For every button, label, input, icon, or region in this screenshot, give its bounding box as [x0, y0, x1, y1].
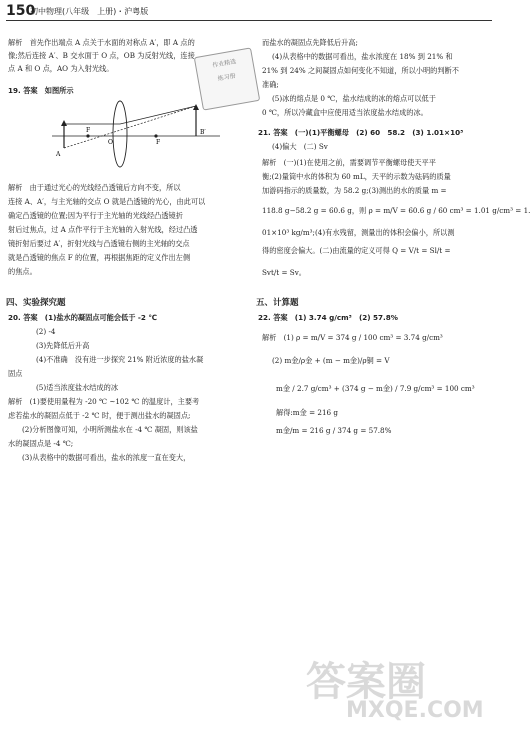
label-F-right: F	[156, 139, 161, 146]
q19-expl-3: 确定凸透镜的位置;因为平行于主光轴的光线经凸透镜折	[8, 211, 183, 220]
q20-answer-4: (4)不准确 没有进一步探究 21% 附近浓度的盐水凝	[36, 355, 204, 364]
r-line-2: (4)从表格中的数据可看出，盐水浓度在 18% 到 21% 和	[272, 52, 453, 61]
lens-diagram	[52, 96, 220, 166]
object-arrow-head	[61, 120, 67, 126]
focal-point-right	[154, 134, 157, 137]
image-arrow-head	[193, 104, 199, 110]
q22-answer: 22. 答案 (1) 3.74 g/cm³ (2) 57.8%	[258, 313, 398, 322]
focal-point-left	[86, 134, 89, 137]
q20-expl-5: (3)从表格中的数据可看出，盐水的浓度一直在变大，	[22, 453, 191, 462]
r-line-1: 而盐水的凝固点先降低后升高;	[262, 38, 358, 47]
q18-line-3: 点 A 和 O 点，AO 为入射光线。	[8, 64, 114, 73]
q20-answer-3: (3)先降低后升高	[36, 341, 90, 350]
ray-refracted	[120, 106, 196, 124]
q19-expl-1: 解析 由于通过光心的光线经凸透镜后方向不变，所以	[8, 183, 181, 192]
convex-lens	[113, 101, 127, 167]
watermark-sub: MXQE.COM	[346, 698, 484, 723]
q18-line-1: 解析 首先作出端点 A 点关于水面的对称点 A′，即 A 点的	[8, 38, 195, 47]
q22-expl-4: 解得:m金 = 216 g	[276, 408, 338, 417]
q20-expl-4: 水的凝固点是 -4 ℃;	[8, 439, 74, 448]
q20-answer-4b: 固点	[8, 369, 23, 378]
q21-expl-1: 解析 (一)(1)在使用之前，需要调节平衡螺母使天平平	[262, 158, 436, 167]
label-O: O	[108, 139, 113, 146]
label-F-left: F	[86, 127, 91, 134]
watermark-main: 答案圈	[306, 659, 426, 705]
q22-expl-1: 解析 (1) ρ = m/V = 374 g / 100 cm³ = 3.74 g/cm³	[262, 333, 443, 342]
q22-expl-2: (2) m金/ρ金 + (m − m金)/ρ铜 = V	[272, 356, 390, 365]
q20-expl-1: 解析 (1)要使用量程为 -20 ℃ ~102 ℃ 的温度计，主要考	[8, 397, 200, 406]
q20-answer-1: 20. 答案 (1)盐水的凝固点可能会低于 -2 ℃	[8, 313, 158, 322]
q19-expl-4: 射后过焦点，过 A 点作平行于主光轴的入射光线，经过凸透	[8, 225, 198, 234]
r-line-4: 准确;	[262, 80, 279, 89]
q20-answer-5: (5)适当浓度盐水结成的冰	[36, 383, 119, 392]
label-A: A	[56, 151, 61, 158]
q22-expl-5: m金/m = 216 g / 374 g = 57.8%	[276, 426, 392, 435]
q20-expl-3: (2)分析图像可知，小明所测盐水在 -4 ℃ 凝固，则该盐	[22, 425, 198, 434]
q19-expl-6: 就是凸透镜的焦点 F 的位置，再根据焦距的定义作出左侧	[8, 253, 191, 262]
q22-expl-3: m金 / 2.7 g/cm³ + (374 g − m金) / 7.9 g/cm³ = 100 cm³	[276, 384, 475, 393]
section-4-title: 四、实验探究题	[6, 298, 66, 308]
q21-expl-6: 得的密度会偏大。(二)由流量的定义可得 Q = V/t = Sl/t =	[262, 246, 451, 255]
section-5-title: 五、计算题	[256, 298, 299, 308]
r-line-6: 0 ℃，所以冷藏盒中应使用适当浓度盐水结成的冰。	[262, 108, 428, 117]
q21-answer-1: 21. 答案 (一)(1)平衡螺母 (2) 60 58.2 (3) 1.01×10³	[258, 128, 464, 137]
stamp-logo: 作业精选 练习册	[194, 47, 260, 110]
header-rule	[6, 20, 492, 21]
q20-answer-2: (2) -4	[36, 327, 56, 336]
ray-center	[64, 106, 196, 148]
q21-answer-2: (4)偏大 (二) Sv	[272, 142, 328, 151]
q19-expl-2: 连接 A、A′，与主光轴的交点 O 就是凸透镜的光心，由此可以	[8, 197, 206, 206]
q19-expl-5: 镜折射后要过 A′，折射光线与凸透镜右侧的主光轴的交点	[8, 239, 190, 248]
page-header-title: 初中物理(八年级 上册)・沪粤版	[30, 7, 149, 16]
q19-answer: 19. 答案 如图所示	[8, 86, 74, 95]
r-line-5: (5)冰的熔点是 0 ℃，盐水结成的冰的熔点可以低于	[272, 94, 436, 103]
q21-expl-5: 01×10³ kg/m³;(4)有水残留，测量出的体积会偏小，所以测	[262, 228, 455, 237]
watermark-logo	[306, 650, 496, 740]
q21-expl-3: 加游码指示的质量数，为 58.2 g;(3)测出的水的质量 m =	[262, 186, 447, 195]
q18-line-2: 像;然后连接 A′、B 交水面于 O 点，OB 为反射光线，连接	[8, 51, 195, 60]
label-B-prime: B′	[200, 129, 206, 136]
q20-expl-2: 虑若盐水的凝固点低于 -2 ℃ 时，便于测出盐水的凝固点;	[8, 411, 191, 420]
page-number: 150	[6, 3, 36, 19]
q19-expl-7: 的焦点。	[8, 267, 37, 276]
q21-expl-7: Svt/t = Sv。	[262, 268, 306, 277]
q21-expl-2: 衡;(2)量筒中水的体积为 60 mL，天平的示数为砝码的质量	[262, 172, 451, 181]
q21-expl-4: 118.8 g−58.2 g = 60.6 g，则 ρ = m/V = 60.6 g / 60 cm³ = 1.01 g/cm³ = 1.	[262, 206, 530, 215]
r-line-3: 21% 到 24% 之间凝固点如何变化不知道，所以小明的判断不	[262, 66, 459, 75]
